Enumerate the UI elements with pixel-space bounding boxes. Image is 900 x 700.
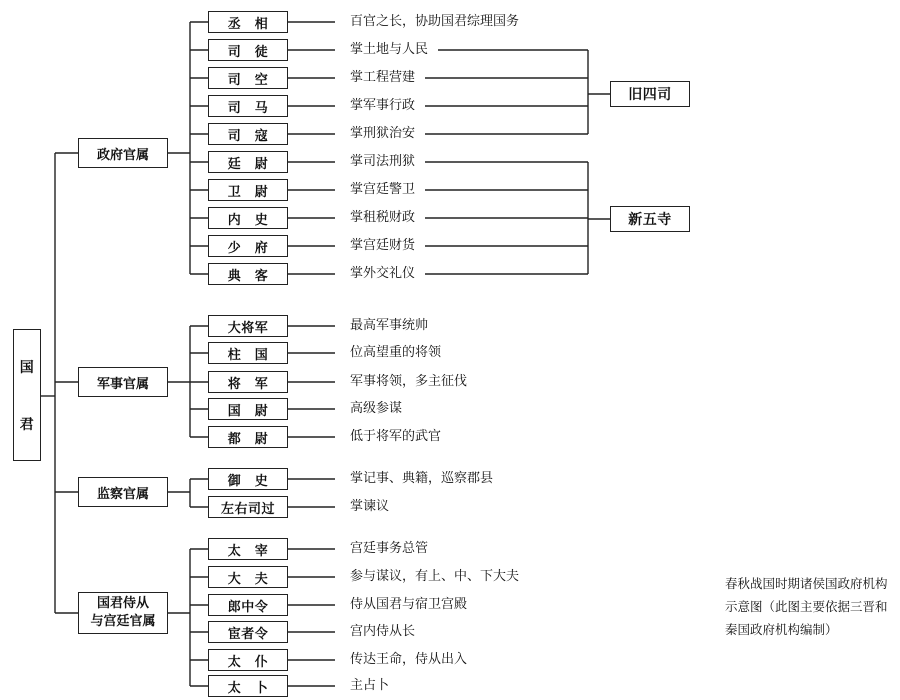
office-box-4-4: 宦者令 <box>208 621 288 643</box>
office-box-2-5: 都 尉 <box>208 426 288 448</box>
office-desc-4-2: 参与谋议，有上、中、下大夫 <box>350 569 520 584</box>
root-box-guojun <box>13 329 41 461</box>
office-desc-1-4: 掌军事行政 <box>350 98 416 113</box>
office-desc-4-1: 宫廷事务总管 <box>350 541 429 556</box>
office-box-3-2: 左右司过 <box>208 496 288 518</box>
office-desc-2-4: 高级参谋 <box>350 401 403 416</box>
office-desc-1-8: 掌租税财政 <box>350 210 416 225</box>
office-box-4-5: 太 仆 <box>208 649 288 671</box>
root-char-1: 国 <box>19 359 35 376</box>
office-box-1-10: 典 客 <box>208 263 288 285</box>
office-desc-2-5: 低于将军的武官 <box>350 429 442 444</box>
office-desc-3-2: 掌谏议 <box>350 499 390 514</box>
office-desc-1-6: 掌司法刑狱 <box>350 154 416 169</box>
branch-box-1: 政府官属 <box>78 138 168 168</box>
office-desc-4-6: 主占卜 <box>350 678 390 693</box>
office-box-3-1: 御 史 <box>208 468 288 490</box>
office-box-1-1: 丞 相 <box>208 11 288 33</box>
group-box-1: 旧四司 <box>610 81 690 107</box>
office-desc-1-5: 掌刑狱治安 <box>350 126 416 141</box>
office-box-1-9: 少 府 <box>208 235 288 257</box>
office-box-1-5: 司 寇 <box>208 123 288 145</box>
office-box-2-4: 国 尉 <box>208 398 288 420</box>
office-box-1-6: 廷 尉 <box>208 151 288 173</box>
office-box-2-3: 将 军 <box>208 371 288 393</box>
root-char-2: 君 <box>19 416 35 433</box>
office-desc-2-1: 最高军事统帅 <box>350 318 429 333</box>
office-box-2-2: 柱 国 <box>208 342 288 364</box>
office-box-1-2: 司 徒 <box>208 39 288 61</box>
office-box-1-7: 卫 尉 <box>208 179 288 201</box>
group-box-2: 新五寺 <box>610 206 690 232</box>
branch-box-3: 监察官属 <box>78 477 168 507</box>
office-box-4-2: 大 夫 <box>208 566 288 588</box>
branch-box-2: 军事官属 <box>78 367 168 397</box>
office-box-1-8: 内 史 <box>208 207 288 229</box>
office-box-2-1: 大将军 <box>208 315 288 337</box>
office-box-4-6: 太 卜 <box>208 675 288 697</box>
branch-box-4: 国君侍从 与宫廷官属 <box>78 592 168 634</box>
office-box-1-3: 司 空 <box>208 67 288 89</box>
office-desc-3-1: 掌记事、典籍，巡察郡县 <box>350 471 494 486</box>
office-desc-1-10: 掌外交礼仪 <box>350 266 416 281</box>
office-desc-4-5: 传达王命，侍从出入 <box>350 652 468 667</box>
office-desc-1-3: 掌工程营建 <box>350 70 416 85</box>
office-desc-2-2: 位高望重的将领 <box>350 345 442 360</box>
office-desc-4-4: 宫内侍从长 <box>350 624 416 639</box>
office-desc-2-3: 军事将领，多主征伐 <box>350 374 468 389</box>
office-desc-1-1: 百官之长，协助国君综理国务 <box>350 14 520 29</box>
caption: 春秋战国时期诸侯国政府机构示意图（此图主要依据三晋和秦国政府机构编制） <box>725 576 888 637</box>
office-box-1-4: 司 马 <box>208 95 288 117</box>
office-desc-1-7: 掌宫廷警卫 <box>350 182 416 197</box>
office-desc-1-9: 掌宫廷财货 <box>350 238 416 253</box>
office-desc-1-2: 掌土地与人民 <box>350 42 429 57</box>
office-box-4-3: 郎中令 <box>208 594 288 616</box>
office-desc-4-3: 侍从国君与宿卫宫殿 <box>350 597 468 612</box>
office-box-4-1: 太 宰 <box>208 538 288 560</box>
